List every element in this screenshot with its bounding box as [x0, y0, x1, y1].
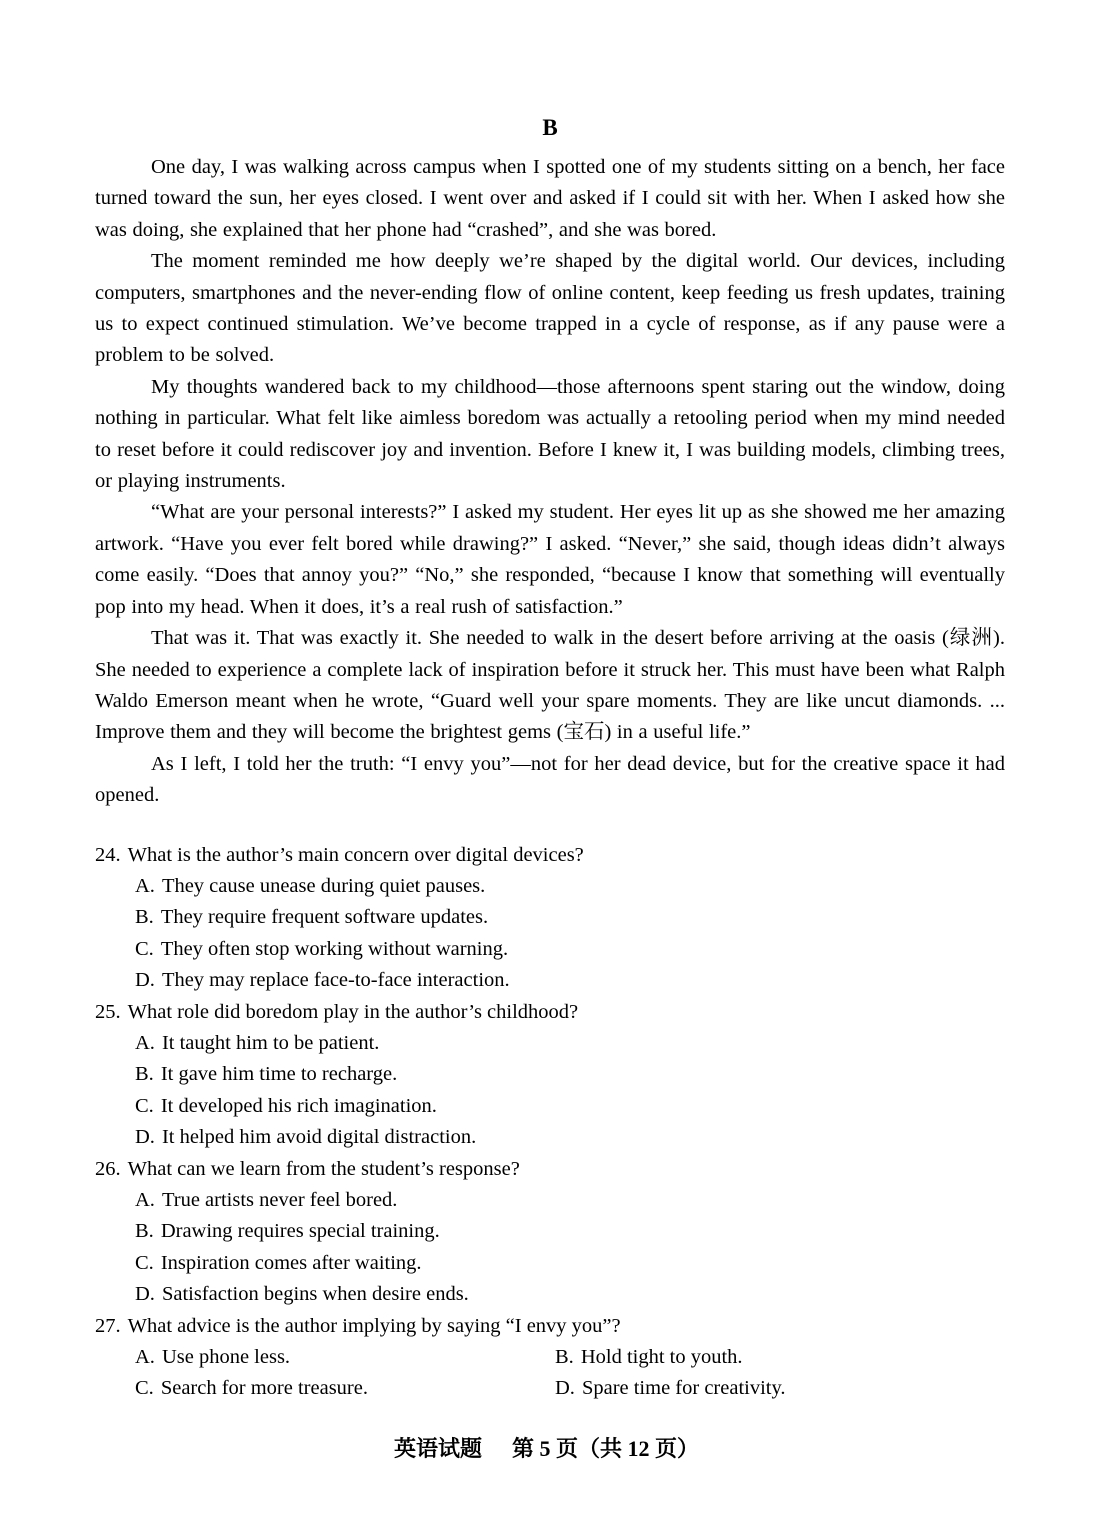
question-option-c — [95, 934, 1005, 965]
questions-section — [95, 840, 1005, 1405]
question-option-d — [95, 1279, 1005, 1310]
option-text: Hold tight to youth. — [580, 1346, 743, 1369]
option-text: It helped him avoid digital distraction. — [161, 1126, 477, 1149]
option-label: D. — [135, 1283, 155, 1306]
reading-passage — [95, 152, 1005, 812]
option-label: B. — [135, 1063, 154, 1086]
option-label: D. — [135, 1126, 155, 1149]
question-option-d — [95, 1122, 1005, 1153]
option-label: B. — [555, 1346, 574, 1369]
question-option-b — [555, 1342, 1005, 1373]
option-text: Use phone less. — [161, 1346, 291, 1369]
option-label: C. — [135, 1251, 154, 1274]
question-option-a — [95, 1185, 1005, 1216]
question-number: 25. — [95, 1000, 121, 1023]
question-option-c — [95, 1248, 1005, 1279]
option-label: B. — [135, 906, 154, 929]
option-text: Inspiration comes after waiting. — [160, 1251, 422, 1274]
option-text: They may replace face-to-face interaction. — [161, 969, 510, 992]
option-text: Drawing requires special training. — [160, 1220, 440, 1243]
passage-paragraph-2: The moment reminded me how deeply we’re shaped by the digital world. Our devices, including computers, smartphones and the never-ending flow of online content, keep feeding us fresh updates, training us to expect continued stimulation. We’ve become trapped in a cycle of response, as if any pause were a problem to be solved. — [95, 250, 1005, 367]
passage-paragraph-6: As I left, I told her the truth: “I envy you”—not for her dead device, but for the creative space it had opened. — [95, 752, 1005, 807]
option-label: D. — [555, 1377, 575, 1400]
question-option-d — [555, 1373, 1005, 1404]
question-24 — [95, 840, 1005, 997]
option-label: A. — [135, 1189, 155, 1211]
question-number: 24. — [95, 843, 121, 866]
question-option-b — [95, 1216, 1005, 1247]
question-option-a — [95, 871, 1005, 902]
question-option-a — [135, 1342, 555, 1373]
passage-paragraph-5: That was it. That was exactly it. She needed to walk in the desert before arriving at the oasis (绿洲). She needed to experience a complete lack of inspiration before it struck her. This must have been what Ralph Waldo Emerson meant when he wrote, “Guard well your spare moments. They are like uncut diamonds. ... Improve them and they will become the brightest gems (宝石) in a useful life.” — [95, 627, 1005, 744]
footer-exam-title: 英语试题 — [393, 1436, 482, 1461]
question-option-b — [95, 1059, 1005, 1090]
question-option-d — [95, 965, 1005, 996]
question-text: What can we learn from the student’s response? — [127, 1157, 520, 1180]
option-label: C. — [135, 937, 154, 960]
option-label: C. — [135, 1377, 154, 1400]
option-text: Spare time for creativity. — [581, 1377, 786, 1400]
question-stem — [95, 997, 1005, 1028]
question-number: 27. — [95, 1314, 121, 1337]
option-text: It gave him time to recharge. — [160, 1063, 398, 1086]
question-text: What role did boredom play in the author’s childhood? — [127, 1000, 579, 1023]
question-option-c — [135, 1373, 555, 1404]
option-label: B. — [135, 1220, 154, 1243]
option-label: A. — [135, 874, 155, 897]
option-text: It taught him to be patient. — [161, 1031, 380, 1054]
question-options-grid — [95, 1342, 1005, 1405]
question-text: What is the author’s main concern over digital devices? — [127, 843, 584, 866]
question-stem — [95, 840, 1005, 871]
question-option-b — [95, 902, 1005, 933]
footer-page-number: 第 5 页（共 12 页） — [512, 1436, 700, 1461]
option-text: They often stop working without warning. — [160, 937, 509, 960]
question-25 — [95, 997, 1005, 1154]
option-text: They cause unease during quiet pauses. — [161, 874, 486, 897]
question-stem — [95, 1311, 1005, 1342]
passage-paragraph-3: My thoughts wandered back to my childhood—those afternoons spent staring out the window, doing nothing in particular. What felt like aimless boredom was actually a retooling period when my mind needed to reset before it could rediscover joy and invention. Before I knew it, I was building models, climbing trees, or playing instruments. — [95, 375, 1005, 493]
question-26 — [95, 1154, 1005, 1311]
option-text: Satisfaction begins when desire ends. — [161, 1283, 469, 1306]
passage-paragraph-1: One day, I was walking across campus when I spotted one of my students sitting on a bench, her face turned toward the sun, her eyes closed. I went over and asked if I could sit with her. When I asked how she was doing, she explained that her phone had “crashed”, and she was bored. — [95, 156, 1005, 241]
option-text: Search for more treasure. — [160, 1377, 368, 1400]
question-option-c — [95, 1091, 1005, 1122]
question-27 — [95, 1311, 1005, 1405]
option-text: True artists never feel bored. — [161, 1189, 398, 1211]
page-footer — [0, 1434, 1093, 1464]
option-text: They require frequent software updates. — [160, 906, 489, 929]
option-label: D. — [135, 969, 155, 992]
option-label: C. — [135, 1094, 154, 1117]
option-label: A. — [135, 1031, 155, 1054]
question-option-a — [95, 1028, 1005, 1059]
section-label: B — [542, 115, 558, 140]
option-text: It developed his rich imagination. — [160, 1094, 437, 1117]
passage-paragraph-4: “What are your personal interests?” I asked my student. Her eyes lit up as she showed me her amazing artwork. “Have you ever felt bored while drawing?” I asked. “Never,” she said, though ideas didn’t always come easily. “Does that annoy you?” “No,” she responded, “because I know that something will eventually pop into my head. When it does, it’s a real rush of satisfaction.” — [95, 501, 1005, 618]
option-label: A. — [135, 1346, 155, 1369]
question-number: 26. — [95, 1157, 121, 1180]
question-text: What advice is the author implying by saying “I envy you”? — [127, 1314, 621, 1337]
question-stem — [95, 1154, 1005, 1185]
